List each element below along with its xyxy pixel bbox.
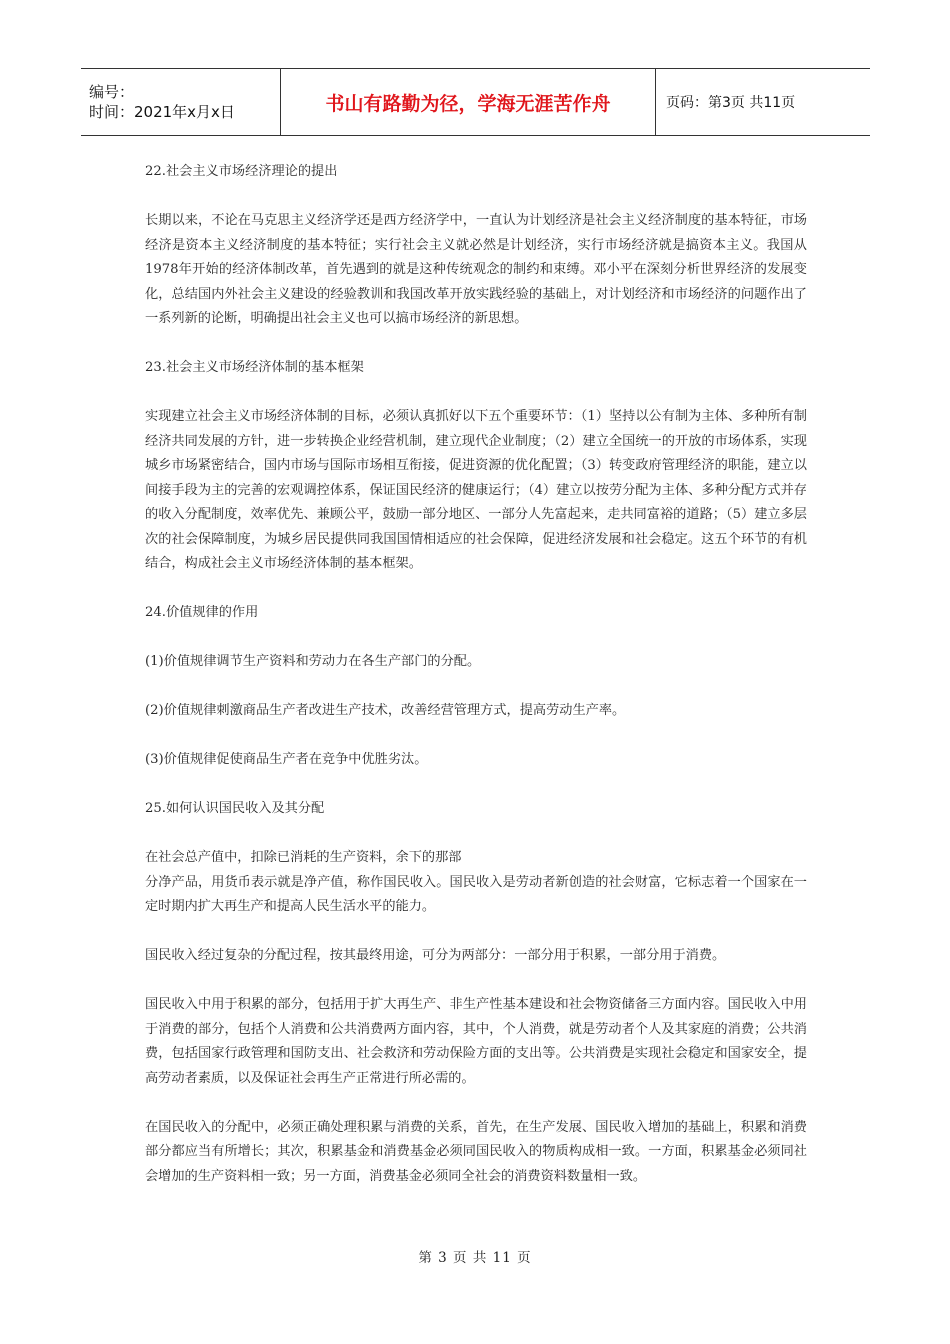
body-paragraph: 在社会总产值中，扣除已消耗的生产资料，余下的那部 分净产品，用货币表示就是净产值，称作国民收入。国民收入是劳动者新创造的社会财富，它标志着一个国家在一定时期内扩大再生产和提高人民生活水平的能力。 [145, 850, 807, 914]
body-paragraph: 国民收入经过复杂的分配过程，按其最终用途，可分为两部分：一部分用于积累，一部分用于消费。 [145, 948, 726, 963]
header-motto-cell [281, 69, 656, 135]
page-footer: 第 3 页 共 11 页 [418, 1250, 532, 1266]
body-paragraph: 长期以来，不论在马克思主义经济学还是西方经济学中，一直认为计划经济是社会主义经济制度的基本特征，市场经济是资本主义经济制度的基本特征；实行社会主义就必然是计划经济，实行市场经济就是搞资本主义。我国从1978年开始的经济体制改革，首先遇到的就是这种传统观念的制约和束缚。邓小平在深刻分析世界经济的发展变化，总结国内外社会主义建设的经验教训和我国改革开放实践经验的基础上，对计划经济和市场经济的问题作出了一系列新的论断，明确提出社会主义也可以搞市场经济的新思想。 [145, 213, 807, 326]
body-paragraph: (3)价值规律促使商品生产者在竞争中优胜劣汰。 [145, 752, 428, 767]
page-info-text: 页码：第3页 共11页 [666, 95, 796, 111]
body-paragraph: (2)价值规律刺激商品生产者改进生产技术，改善经营管理方式，提高劳动生产率。 [145, 703, 626, 718]
header-page-cell [656, 69, 870, 135]
header-table [81, 68, 870, 136]
body-paragraph: (1)价值规律调节生产资料和劳动力在各生产部门的分配。 [145, 654, 481, 669]
header-meta-cell [81, 69, 281, 135]
section-heading: 22.社会主义市场经济理论的提出 [145, 164, 338, 179]
document-body [145, 160, 807, 1214]
body-paragraph: 国民收入中用于积累的部分，包括用于扩大再生产、非生产性基本建设和社会物资储备三方面内容。国民收入中用于消费的部分，包括个人消费和公共消费两方面内容，其中，个人消费，就是劳动者个人及其家庭的消费；公共消费，包括国家行政管理和国防支出、社会救济和劳动保险方面的支出等。公共消费是实现社会稳定和国家安全，提高劳动者素质，以及保证社会再生产正常进行所必需的。 [145, 997, 807, 1086]
body-paragraph: 在国民收入的分配中，必须正确处理积累与消费的关系，首先，在生产发展、国民收入增加的基础上，积累和消费部分都应当有所增长；其次，积累基金和消费基金必须同国民收入的物质构成相一致。一方面，积累基金必须同社会增加的生产资料相一致；另一方面，消费基金必须同全社会的消费资料数量相一致。 [145, 1119, 807, 1184]
section-heading: 24.价值规律的作用 [145, 605, 259, 620]
motto-text: 书山有路勤为径，学海无涯苦作舟 [325, 92, 611, 115]
section-heading: 23.社会主义市场经济体制的基本框架 [145, 360, 364, 375]
body-paragraph: 实现建立社会主义市场经济体制的目标，必须认真抓好以下五个重要环节：（1）坚持以公有制为主体、多种所有制经济共同发展的方针，进一步转换企业经营机制，建立现代企业制度；（2）建立全国统一的开放的市场体系，实现城乡市场紧密结合，国内市场与国际市场相互衔接，促进资源的优化配置；（3）转变政府管理经济的职能，建立以间接手段为主的完善的宏观调控体系，保证国民经济的健康运行；（4）建立以按劳分配为主体、多种分配方式并存的收入分配制度，效率优先、兼顾公平，鼓励一部分地区、一部分人先富起来，走共同富裕的道路；（5）建立多层次的社会保障制度，为城乡居民提供同我国国情相适应的社会保障，促进经济发展和社会稳定。这五个环节的有机结合，构成社会主义市场经济体制的基本框架。 [145, 409, 807, 571]
document-time-label: 时间：2021年x月x日 [89, 103, 235, 121]
section-heading: 25.如何认识国民收入及其分配 [145, 801, 325, 816]
document-number-label: 编号： [89, 83, 135, 101]
